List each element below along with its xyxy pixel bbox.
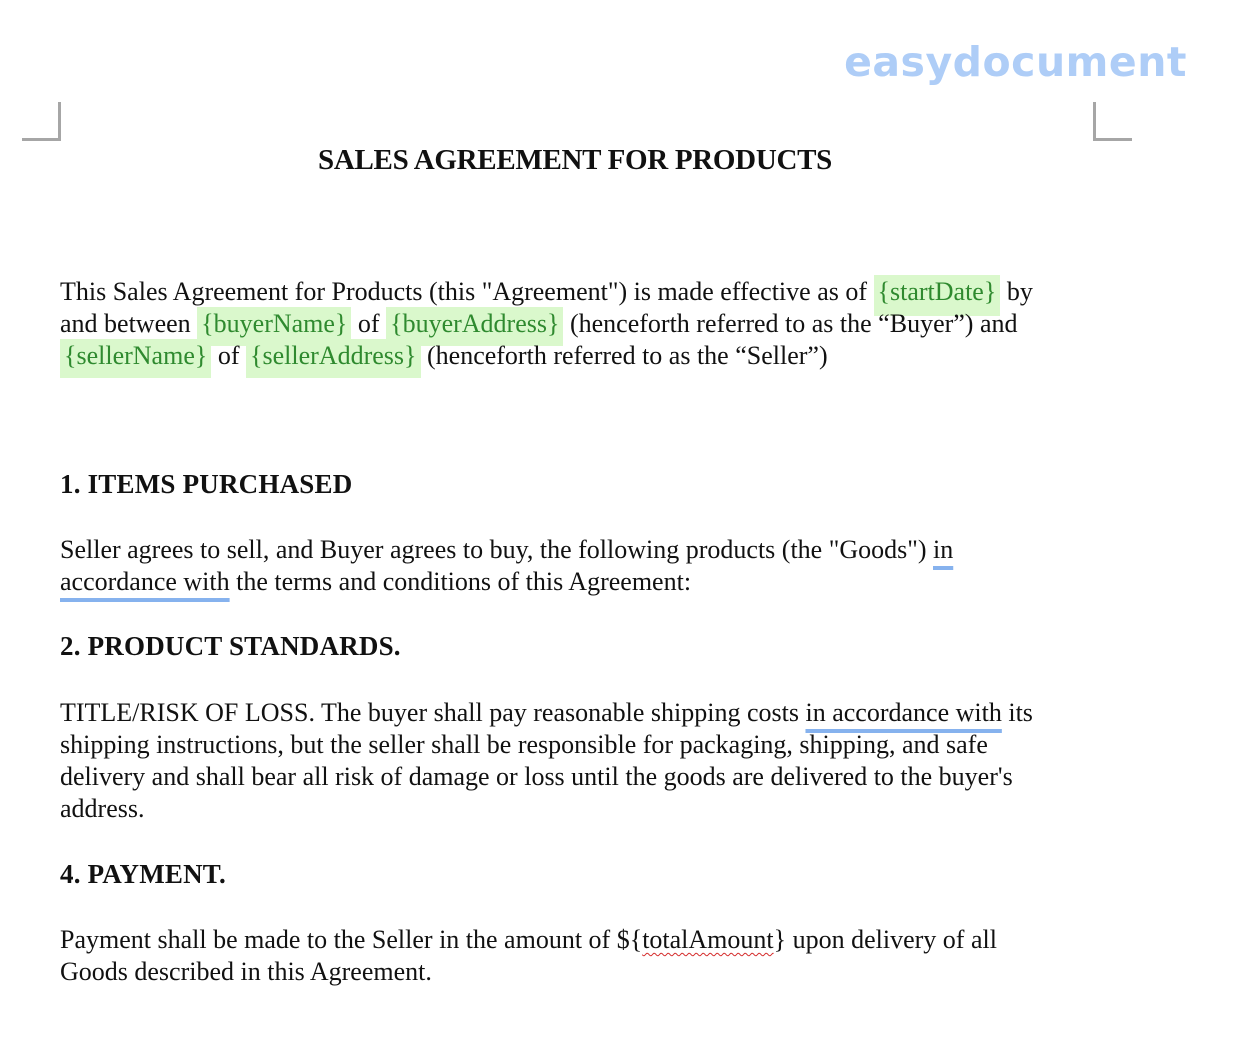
section-heading-payment: 4. PAYMENT. — [60, 859, 226, 889]
items-purchased-paragraph: Seller agrees to sell, and Buyer agrees to buy, the following products (the "Goods") in accordance with the terms and conditions of this Agreement: — [60, 535, 954, 596]
product-standards-paragraph: TITLE/RISK OF LOSS. The buyer shall pay reasonable shipping costs in accordance with its shipping instructions, but the seller shall be responsible for packaging, shipping, and safe delivery and shall bear all risk of damage or loss until the goods are delivered to the buyer's address. — [60, 698, 1033, 823]
page-corner-mark-left — [22, 102, 61, 141]
spelling-error-total-amount[interactable]: totalAmount — [642, 925, 774, 954]
payment-paragraph: Payment shall be made to the Seller in the amount of ${totalAmount} upon delivery of all Goods described in this Agreement. — [60, 925, 997, 986]
grammar-suggestion[interactable]: in — [933, 535, 954, 564]
watermark-logo: easydocument — [844, 38, 1187, 86]
section-heading-product-standards: 2. PRODUCT STANDARDS. — [60, 631, 401, 661]
document-title: SALES AGREEMENT FOR PRODUCTS — [318, 144, 832, 176]
placeholder-seller-address[interactable]: {sellerAddress} — [246, 339, 420, 378]
placeholder-seller-name[interactable]: {sellerName} — [60, 339, 211, 378]
intro-paragraph: This Sales Agreement for Products (this "Agreement") is made effective as of {startDate} by and between {buyerName} of {buyerAddress} (henceforth referred to as the “Buyer”) and {sellerName} of {sellerAddress} (henceforth referred to as the “Seller”) — [60, 276, 1120, 372]
grammar-suggestion[interactable]: accordance with — [60, 567, 230, 596]
placeholder-buyer-name[interactable]: {buyerName} — [197, 307, 351, 346]
section-heading-items-purchased: 1. ITEMS PURCHASED — [60, 469, 353, 499]
placeholder-buyer-address[interactable]: {buyerAddress} — [386, 307, 563, 346]
grammar-suggestion[interactable]: in accordance with — [805, 698, 1002, 727]
placeholder-start-date[interactable]: {startDate} — [874, 275, 1001, 316]
page-corner-mark-right — [1093, 102, 1132, 141]
